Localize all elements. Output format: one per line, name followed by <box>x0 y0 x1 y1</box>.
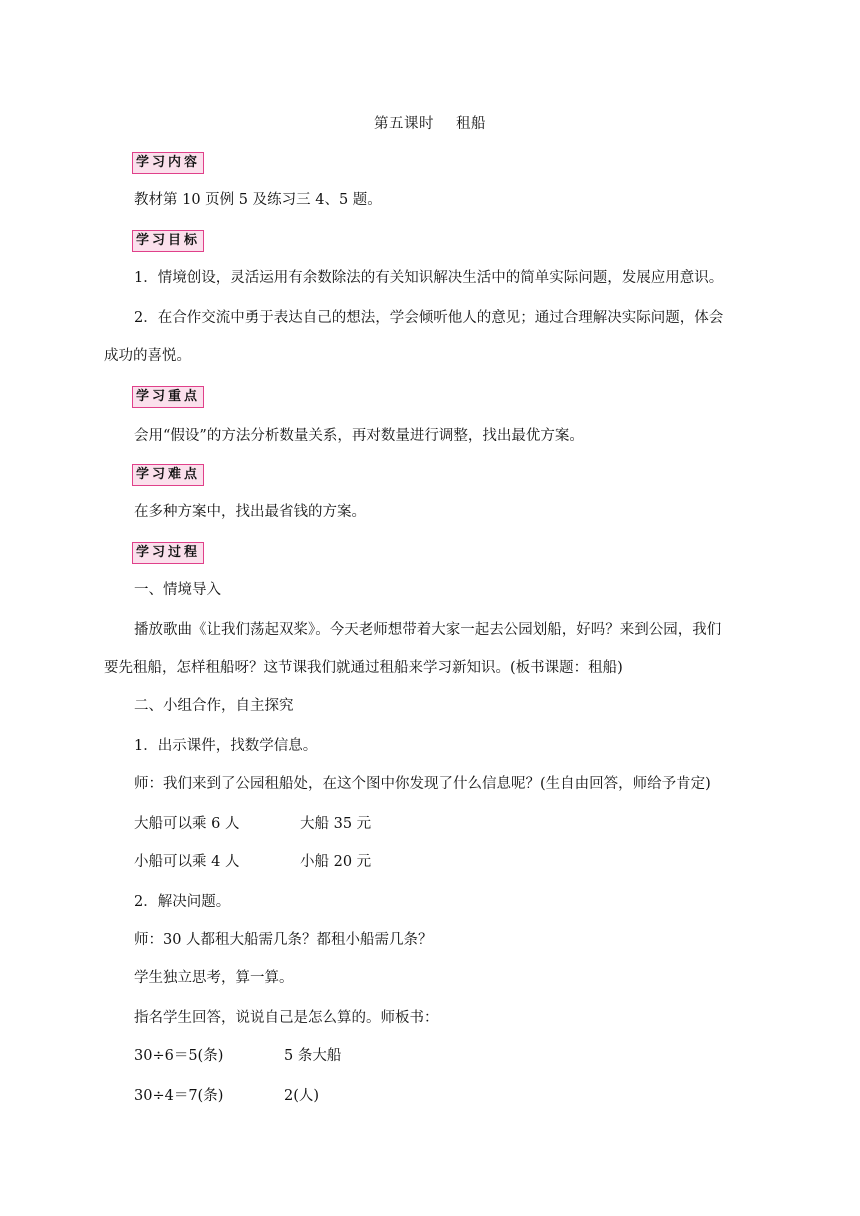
lesson-title-part1: 第五课时 <box>374 116 434 132</box>
intro-line-2: 要先租船，怎样租船呀？这节课我们就通过租船来学习新知识。(板书课题：租船) <box>104 660 623 676</box>
info-left-1: 大船可以乘 6 人 <box>134 816 240 832</box>
equation-left-1: 30÷6＝5(条) <box>134 1048 224 1064</box>
goal-item-2-line2: 成功的喜悦。 <box>104 348 191 364</box>
teacher-question-2: 师：30 人都租大船需几条？都租小船需几条？ <box>134 932 433 948</box>
teacher-question-1: 师：我们来到了公园租船处，在这个图中你发现了什么信息呢？(生自由回答，师给予肯定) <box>134 776 711 792</box>
part1-heading: 一、情境导入 <box>134 582 221 598</box>
lesson-title <box>0 114 860 134</box>
equation-left-2: 30÷4＝7(条) <box>134 1088 224 1104</box>
goal-item-2-line1: 2．在合作交流中勇于表达自己的想法，学会倾听他人的意见；通过合理解决实际问题，体会 <box>134 310 724 326</box>
part2-heading: 二、小组合作，自主探究 <box>134 698 294 714</box>
equation-right-1: 5 条大船 <box>284 1048 342 1064</box>
lesson-title-part2: 租船 <box>456 116 486 132</box>
equation-right-2: 2(人) <box>284 1088 320 1104</box>
section-tag-difficulties: 学习难点 <box>132 464 204 486</box>
info-right-2: 小船 20 元 <box>300 854 372 870</box>
info-right-1: 大船 35 元 <box>300 816 372 832</box>
section-tag-goals: 学习目标 <box>132 230 204 252</box>
goal-item-1: 1．情境创设，灵活运用有余数除法的有关知识解决生活中的简单实际问题，发展应用意识。 <box>134 270 724 286</box>
step-2: 2．解决问题。 <box>134 894 231 910</box>
intro-line-1: 播放歌曲《让我们荡起双桨》。今天老师想带着大家一起去公园划船，好吗？来到公园，我们 <box>134 622 722 638</box>
info-left-2: 小船可以乘 4 人 <box>134 854 240 870</box>
section-tag-process: 学习过程 <box>132 542 204 564</box>
content-text: 教材第 10 页例 5 及练习三 4、5 题。 <box>134 192 382 208</box>
board-intro: 指名学生回答，说说自己是怎么算的。师板书： <box>134 1010 439 1026</box>
step-1: 1．出示课件，找数学信息。 <box>134 738 318 754</box>
difficulties-text: 在多种方案中，找出最省钱的方案。 <box>134 504 366 520</box>
section-tag-content: 学习内容 <box>132 152 204 174</box>
section-tag-key-points: 学习重点 <box>132 386 204 408</box>
key-points-text: 会用“假设”的方法分析数量关系，再对数量进行调整，找出最优方案。 <box>134 428 584 444</box>
student-think: 学生独立思考，算一算。 <box>134 970 294 986</box>
